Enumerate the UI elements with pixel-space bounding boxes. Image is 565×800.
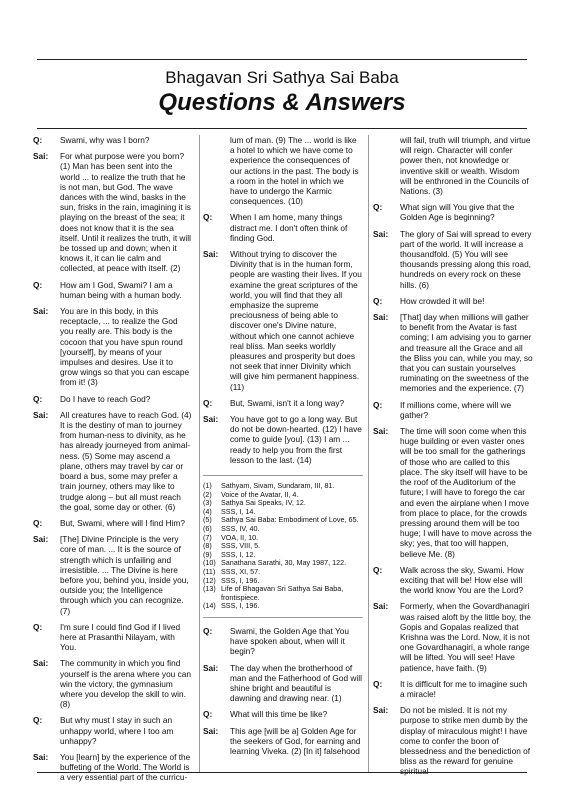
column-1 (33, 135, 193, 789)
answer-text: Do not be misled. It is not my purpose to strike men dumb by the display of miraculous might! I have come to confer the boon of blessedness and the benediction of bliss as the reward for genuine spiritual (400, 705, 531, 777)
qa-entry (203, 709, 363, 719)
footnote-text: SSS, I, 196. (221, 601, 260, 611)
question-text: But why must I stay in such an unhappy world, where I too am unhappy? (60, 715, 174, 746)
page-title: Bhagavan Sri Sathya Sai Baba (165, 68, 399, 87)
column-divider (199, 135, 200, 772)
qa-entry (373, 601, 533, 672)
answer-text: The community in which you find yourself is the arena where you can win the victory, the gymnasium where you develop the skill to win. (8) (60, 658, 191, 710)
qa-entry (33, 410, 193, 512)
title-box (37, 59, 527, 129)
qa-entry (373, 296, 533, 306)
qa-entry (33, 151, 193, 273)
footnote-number: (12) (203, 575, 216, 585)
footnote-text: Sanathana Sarathi, 30, May 1987, 122. (221, 558, 347, 568)
qa-entry (203, 414, 363, 465)
qa-entry (203, 135, 363, 206)
question-text: Walk across the sky, Swami. How exciting that will be! How else will the world know You are the Lord? (400, 564, 524, 596)
qa-entry (33, 518, 193, 528)
footnote-number: (14) (203, 601, 216, 611)
qa-entry (33, 752, 193, 783)
column-2 (203, 135, 363, 762)
question-label: Q: (203, 397, 213, 408)
footnote-number: (1) (203, 481, 212, 491)
question-label: Q: (203, 709, 213, 720)
footnote-text: SSS, IV, 40. (221, 524, 260, 534)
answer-text: All creatures have to reach God. (4) It is the destiny of man to journey from human-ness to divinity, as he has already journeyed from animal-ness. (5) Some may ascend a plane, others may travel by car or board a bus, some may prefer a train journey, others may like to trudge along – but all must reach the goal, some day or other. (6) (60, 409, 192, 512)
answer-label: Sai: (33, 751, 49, 762)
qa-entry (33, 135, 193, 145)
answer-text: lum of man. (9) The ... world is like a hotel to which we have come to experience the consequences of our actions in the past. The body is a room in the hotel in which we have to undergo the Karmic consequences. (10) (230, 135, 359, 207)
qa-entry (33, 394, 193, 404)
footnote (203, 602, 363, 611)
footnote-number: (4) (203, 506, 212, 516)
answer-text: The time will soon come when this huge building or even vaster ones will be too small for the gatherings of those who are called to this place. The sky itself will have to be the roof of the Auditorium of the future; I will have to forego the car and even the airplane when I move from place to place, for the crowds pressing around them will be too huge; I will have to move across the sky; yes, that too will happen, believe Me. (8) (400, 426, 532, 559)
qa-entry (373, 135, 533, 196)
footnote-text: SSS, I, 196. (221, 575, 260, 585)
qa-entry (33, 658, 193, 709)
footnote (203, 585, 363, 602)
qa-entry (203, 663, 363, 704)
question-text: What sign will You give that the Golden Age is beginning? (400, 202, 515, 223)
answer-label: Sai: (203, 725, 219, 736)
question-label: Q: (33, 135, 43, 145)
continuation-label (203, 135, 230, 206)
question-text: But, Swami, where will I find Him? (60, 517, 185, 528)
footnote-number: (5) (203, 515, 212, 525)
qa-entry (373, 202, 533, 222)
answer-text: Without trying to discover the Divinity that is in the human form, people are wasting their lives. If you examine the great scriptures of the world, you will find that they all emphasize the supreme preciousness of being able to discover one's Divine nature, without which one cannot achieve real bliss. Man seeks worldly pleasures and prosperity but does not seek that inner Divinity which will give him permanent happiness. (11) (230, 249, 362, 392)
qa-entry (373, 565, 533, 596)
qa-entry (373, 229, 533, 290)
page-subtitle: Questions & Answers (158, 89, 406, 116)
answer-text: You are in this body, in this receptacle, ... to realize the God you really are. This body is the cocoon that you have spun round [yourself], by means of your impulses and desires. Use it to grow wings so that you can escape from it! (3) (60, 306, 190, 388)
qa-entry (203, 398, 363, 408)
answer-label: Sai: (373, 228, 389, 239)
answer-label: Sai: (373, 312, 389, 323)
footnote-number: (2) (203, 489, 212, 499)
qa-entry (373, 705, 533, 776)
question-label: Q: (33, 621, 43, 632)
answer-label: Sai: (373, 426, 389, 437)
answer-label: Sai: (203, 414, 219, 425)
answer-label: Sai: (33, 658, 49, 669)
answer-label: Sai: (373, 705, 389, 716)
question-text: I'm sure I could find God if I lived here at Prasanthi Nilayam, with You. (60, 621, 181, 653)
question-label: Q: (373, 295, 383, 306)
footnote-text: Sathya Sai Speaks, IV, 12. (221, 498, 306, 508)
question-text: Swami, the Golden Age that You have spoken about, when will it begin? (230, 626, 350, 657)
question-text: It is difficult for me to imagine such a miracle! (400, 678, 528, 699)
answer-text: [The] Divine Principle is the very core of man. ... It is the source of strength which is unfailing and irresistible. ... The Divine is here before you, behind you, inside you, outside you; the Intelligence through which you can recognize. (7) (60, 534, 189, 616)
question-text: If millions come, where will we gather? (400, 399, 512, 420)
footnote-number: (6) (203, 524, 212, 534)
qa-entry (373, 426, 533, 559)
qa-entry (33, 622, 193, 653)
column-3 (373, 135, 533, 783)
question-text: What will this time be like? (230, 709, 328, 720)
footnote-text: Sathya Sai Baba: Embodiment of Love, 65. (221, 515, 359, 525)
answer-label: Sai: (373, 601, 389, 612)
qa-entry (33, 306, 193, 388)
answer-text: Formerly, when the Govardhanagiri was raised aloft by the little boy, the Gopis and Gopalas realized that Krishna was the Lord. Now, it is not one Govardhanagiri, a whole range will be lifted. You will see! Have patience, have faith. (9) (400, 601, 531, 673)
answer-text: The glory of Sai will spread to every part of the world. It will increase a thousandfold. (5) You will see thousands pressing along this road, hundreds on every rock on these hills. (6) (400, 228, 532, 290)
question-label: Q: (373, 564, 383, 575)
answer-label: Sai: (203, 249, 219, 260)
qa-entry (203, 212, 363, 243)
question-label: Q: (203, 212, 213, 223)
question-text: When I am home, many things distract me. I don't often think of finding God. (230, 212, 348, 243)
qa-entry (203, 249, 363, 392)
qa-entry (203, 726, 363, 757)
answer-label: Sai: (33, 151, 49, 162)
question-text: Swami, why was I born? (60, 135, 150, 145)
footnote-number: (9) (203, 549, 212, 559)
answer-label: Sai: (33, 534, 49, 545)
footnotes (203, 475, 363, 618)
footnote-number: (8) (203, 541, 212, 551)
footnote-number: (13) (203, 584, 216, 594)
footnote-text: SSS, I, 12. (221, 549, 256, 559)
answer-text: This age [will be a] Golden Age for the seekers of God, for earning and learning Viveka. (2) [In it] falsehood (230, 725, 361, 757)
footnote-text: Sathyam, Sivam, Sundaram, III, 81. (221, 481, 335, 491)
question-label: Q: (373, 678, 383, 689)
qa-entry (33, 280, 193, 300)
footnote-number: (11) (203, 567, 216, 577)
question-text: Do I have to reach God? (60, 393, 151, 404)
question-label: Q: (373, 202, 383, 213)
continuation-label (373, 135, 400, 196)
footnote-text: SSS, I, 14. (221, 506, 256, 516)
footnote-number: (3) (203, 498, 212, 508)
answer-text: [That] day when millions will gather to benefit from the Avatar is fast coming; I am advising you to garner and treasure all the Grace and all the Bliss you can, while you may, so that you can sustain yourselves ruminating on the sweetness of the memories and the experience. (7) (400, 312, 533, 394)
question-label: Q: (33, 393, 43, 404)
qa-entry (373, 679, 533, 699)
footnote-text: VOA, II, 10. (221, 532, 259, 542)
answer-text: The day when the brotherhood of man and the Fatherhood of God will shine bright and beautiful is dawning and drawing near. (1) (230, 662, 362, 704)
answer-text: You have got to go a long way. But do not be down-hearted. (12) I have come to guide [you]. (13) I am ... ready to help you from the first lesson to the last. (14) (230, 414, 362, 465)
answer-text: You [learn] by the experience of the buffeting of the World. The World is a very essential part of the curricu- (60, 751, 191, 783)
qa-entry (33, 534, 193, 616)
question-text: But, Swami, isn't it a long way? (230, 397, 345, 408)
answer-label: Sai: (203, 662, 219, 673)
answer-label: Sai: (33, 409, 49, 420)
question-text: How am I God, Swami? I am a human being with a human body. (60, 279, 182, 300)
question-label: Q: (33, 517, 43, 528)
answer-text: For what purpose were you born? (1) Man has been sent into the world ... to realize the truth that he is not man, but God. The wave dances with the wind, basks in the sun, frisks in the rain, imagining it is playing on the breast of the sea; it does not know that it is the sea itself. Until it realizes the truth, it will be tossed up and down; when it knows it, it can lie calm and collected, at peace with itself. (2) (60, 151, 191, 274)
footnote-text: SSS, VIII, 5. (221, 541, 261, 551)
question-label: Q: (373, 399, 383, 410)
question-label: Q: (33, 279, 43, 290)
qa-entry (373, 400, 533, 420)
qa-entry (373, 312, 533, 394)
answer-label: Sai: (33, 306, 49, 317)
footnote-text: Voice of the Avatar, II, 4. (221, 489, 299, 499)
question-label: Q: (203, 626, 213, 636)
footnote-text: SSS, XI, 57. (221, 567, 261, 577)
column-divider (368, 135, 369, 772)
footnote-text: Life of Bhagavan Sri Sathya Sai Baba, frontispiece. (221, 584, 344, 602)
answer-text: will fail, truth will triumph, and virtue will reign. Character will confer power then, not knowledge or inventive skill or wealth. Wisdom will be enthroned in the Councils of Nations. (3) (400, 135, 531, 197)
footnote-number: (7) (203, 532, 212, 542)
footnote-number: (10) (203, 558, 216, 568)
qa-entry (203, 626, 363, 657)
qa-entry (33, 715, 193, 746)
question-text: How crowded it will be! (400, 295, 485, 306)
bottom-rule (37, 772, 527, 773)
question-label: Q: (33, 715, 43, 726)
